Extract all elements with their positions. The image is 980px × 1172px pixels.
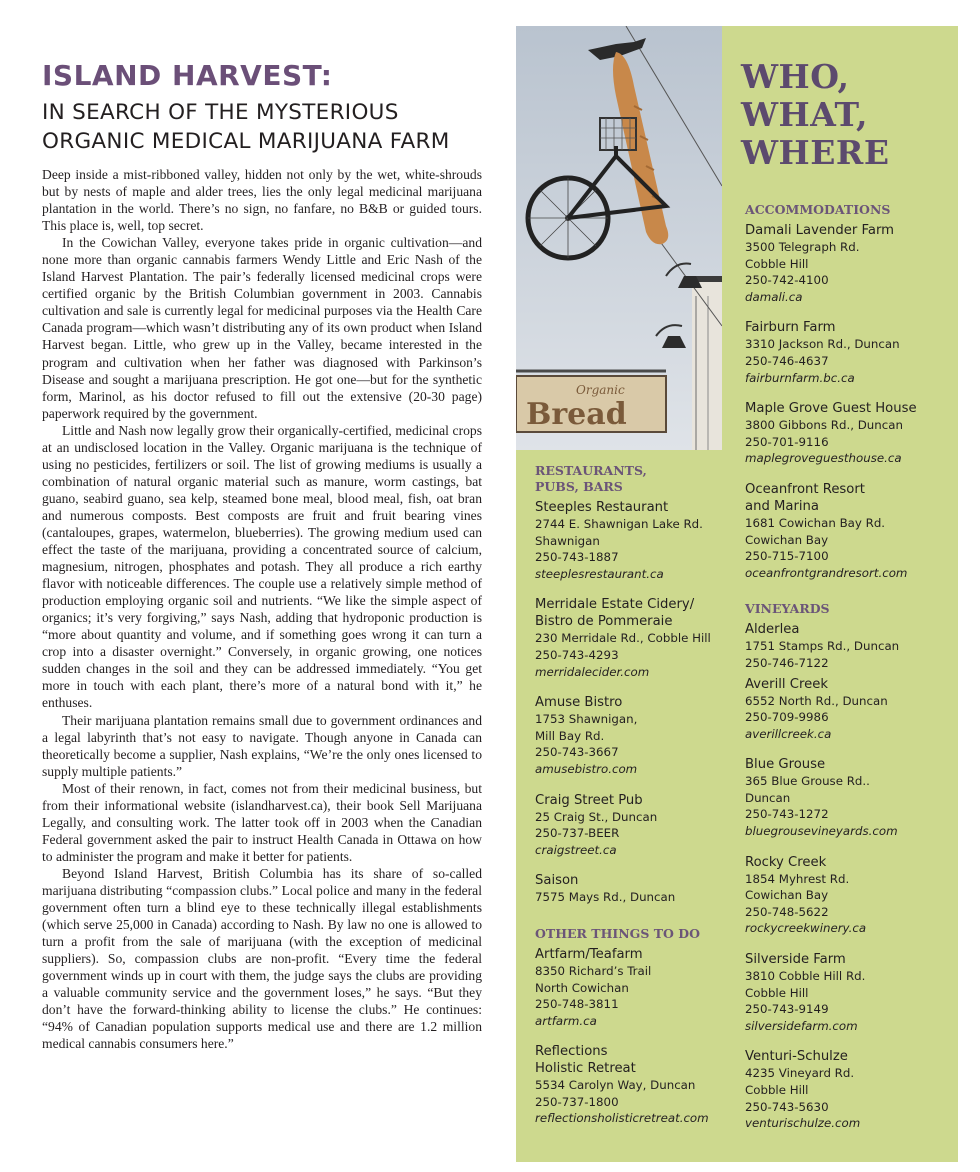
article-paragraph: Most of their renown, in fact, comes not from their medicinal business, but from their informational website (islandharvest.ca), their book Sell Marijuana Legally, and consulting work. The latter took off in 2003 when the Canadian Federal government asked the pair to instruct Health Canada in Ottawa on how to administer the program and make it better for patients. [42,780,482,864]
listing-line: 1681 Cowichan Bay Rd. [745,515,886,530]
listing-line: 250-743-1887 [535,550,619,565]
listing-line: 3800 Gibbons Rd., Duncan [745,418,903,433]
listing-url[interactable]: reflectionsholisticretreat.com [535,1111,709,1126]
listing [535,596,721,680]
listing-url[interactable]: merridalecider.com [535,664,650,679]
listing [745,951,955,1034]
listing-line: 250-743-5630 [745,1099,829,1114]
listing-line: 3810 Cobble Hill Rd. [745,969,866,984]
listing [535,1043,721,1127]
listing-line: 250-743-9149 [745,1002,829,1017]
listing-url[interactable]: bluegrousevineyards.com [745,824,898,839]
listing-line: 230 Merridale Rd., Cobble Hill [535,631,711,646]
listing-line: 4235 Vineyard Rd. [745,1066,855,1081]
listing-name: Maple Grove Guest House [745,401,917,417]
bicycle-sign-illustration [516,26,722,450]
listing-url[interactable]: damali.ca [745,289,803,304]
listing [745,621,955,671]
listing-url[interactable]: amusebistro.com [535,761,638,776]
listing-name: Rocky Creek [745,854,827,870]
listing-name: Artfarm/Teafarm [535,946,643,962]
listing-name: Oceanfront Resort [745,481,865,497]
article [42,58,482,1052]
listing-line: 3310 Jackson Rd., Duncan [745,337,900,352]
listing-line: 250-737-1800 [535,1094,619,1109]
sidebar-right-column [745,202,955,1146]
listing-line: 250-737-BEER [535,826,620,841]
listing [535,792,721,859]
listing-line: North Cowichan [535,980,629,995]
listing-line: 250-709-9986 [745,710,829,725]
listing [745,400,955,467]
listing-line: Cobble Hill [745,256,809,271]
listing-url[interactable]: artfarm.ca [535,1013,597,1028]
listing-name: Averill Creek [745,676,828,692]
section-heading-restaurants [535,463,721,495]
listing-line: 3500 Telegraph Rd. [745,240,860,254]
listing [535,872,721,906]
heading-line: WHERE [741,133,890,172]
listing [535,694,721,777]
listing-name: Damali Lavender Farm [745,223,894,238]
listing-url[interactable]: steeplesrestaurant.ca [535,566,664,581]
listing-line: Cobble Hill [745,1083,809,1097]
listing-name: and Marina [745,498,819,514]
listing [745,854,955,937]
listing-url[interactable]: craigstreet.ca [535,842,617,857]
listing-line: 8350 Richard’s Trail [535,963,652,978]
listing-line: 1751 Stamps Rd., Duncan [745,639,900,654]
sidebar-panel [516,26,958,1162]
listing-name: Holistic Retreat [535,1061,636,1077]
listing [745,319,955,386]
listing-name: Saison [535,873,579,889]
listing-name: Blue Grouse [745,757,826,773]
section-heading-accommodations: ACCOMMODATIONS [745,202,891,217]
article-paragraph: Their marijuana plantation remains small due to government ordinances and a legal labyrinth that’s not easy to navigate. Though anyone in Canada can theoretically become a supplier, Nash explains, “We’re the only ones licensed to supply multiple patients.” [42,712,482,779]
article-paragraph: Beyond Island Harvest, British Columbia has its share of so-called marijuana distributing “compassion clubs.” Local police and many in the federal government often turn a blind eye to these technically illegal establishments (which serve 25,000 in Canada) according to Nash. By law no one is allowed to turn a profit from the sale of marijuana (with the exception of medicinal suppliers). So, compassion clubs are non-profit. “Every time the federal government winds up in court with them, the judge says the clubs are providing a valuable community service and the government loses,” he says. “But they don’t have the forward-thinking ability to license the clubs.” He continues: “94% of Canadian population supports medical use and there are 1.2 million medical cannabis consumers here.” [42,865,482,1052]
listing-name: Venturi-Schulze [745,1049,848,1065]
listing-line: 7575 Mays Rd., Duncan [535,890,676,905]
listing-line: Cowichan Bay [745,532,829,547]
listing-url[interactable]: maplegroveguesthouse.ca [745,451,902,466]
listing-line: 25 Craig St., Duncan [535,809,658,824]
subtitle-line: IN SEARCH OF THE MYSTERIOUS [42,100,399,125]
listing-line: 1753 Shawnigan, [535,712,638,727]
listing-name: Bistro de Pommeraie [535,614,673,630]
listing-line: 250-743-1272 [745,807,829,822]
listing-line: 250-701-9116 [745,434,829,449]
listing-name: Fairburn Farm [745,320,836,336]
listing-line: 250-748-3811 [535,997,619,1012]
listing [745,481,955,581]
who-what-where-heading [741,58,951,172]
listing [535,499,721,582]
listing-line: 1854 Myhrest Rd. [745,871,850,886]
bicycle-sign-photo [516,26,722,450]
listing [745,756,955,839]
sidebar-left-column [535,463,721,1141]
listing-name: Merridale Estate Cidery/ [535,597,695,613]
heading-line: WHAT, [741,95,868,134]
listing-line: Duncan [745,790,791,805]
listing-line: 250-746-7122 [745,655,829,670]
listing [535,946,721,1029]
listing-url[interactable]: rockycreekwinery.ca [745,921,867,936]
section-heading-vineyards: VINEYARDS [745,601,830,617]
listing-line: 250-743-3667 [535,745,619,760]
listing-line: Cowichan Bay [745,888,829,903]
listing [745,222,955,305]
listing-line: 5534 Carolyn Way, Duncan [535,1078,696,1093]
listing-line: 6552 North Rd., Duncan [745,693,888,708]
listing-name: Steeples Restaurant [535,500,669,515]
section-heading-other: OTHER THINGS TO DO [535,925,700,941]
listing-url[interactable]: venturischulze.com [745,1116,861,1131]
listing-name: Amuse Bistro [535,695,623,711]
listing [745,676,955,743]
article-paragraph: In the Cowichan Valley, everyone takes pride in organic cultivation—and none more than organic cannabis farmers Wendy Little and Eric Nash of the Island Harvest Plantation. The pair’s federally licensed medicinal crops were certified organic by the British Columbian government in 2003. Cannabis cultivation and sale is currently legal for medicinal purposes via the Health Care Canada program—which wasn’t distributing any of its own product when Island Harvest began. Little, who grew up in the Valley, became interested in the program and cultivation when her father was diagnosed with Parkinson’s Disease and sought a marijuana prescription. He got one—but for the synthetic form, Marinol, as his doctor refused to fill out the extensive (20-30 page) paperwork required by the government. [42,235,482,421]
section-heading-line: RESTAURANTS, [535,463,647,478]
listing-line: 250-748-5622 [745,904,829,919]
listing-line: 250-743-4293 [535,647,619,662]
article-paragraph: Little and Nash now legally grow their organically-certified, medicinal crops at an undisclosed location in the Valley. Organic marijuana is the technique of using no pesticides, fertilizers or soil. The list of growing mediums is usually a combination of natural organic material such as manure, worm castings, bat guano, seabird guano, sea kelp, steamed bone meal, blood meal, fish, oat bran and numerous composts. Best composts are fruit and fruit bearing vines (cantaloupes, grapes, watermelon, blueberries). The growing medium used can effect the taste of the marijuana, providing a concentrated source of calcium, magnesium, nitrogen, phosphates and potash. They all produce a rich earthy flavor with noticeable differences. The couple use a relatively simple method of production employing organic soil and nutrients. “We like the simple aspect of organics; it’s very forgiving,” says Nash, adding that hydroponic production is “more about quantity and volume, and if something goes wrong it can turn a crop into a disaster overnight.” Conversely, in organic growing, one notices sudden changes in the soil and they can be addressed immediately. “You get more in touch with each plant, there’s more of a natural bond with it,” he enthuses. [42,422,482,711]
article-title: ISLAND HARVEST: [42,59,333,92]
article-subtitle [42,98,482,156]
listing-line: Shawnigan [535,533,600,548]
listing [745,1048,955,1131]
sign-text-bread: Bread [526,397,627,432]
article-paragraph: Deep inside a mist-ribboned valley, hidden not only by the wet, white-shrouds but by nests of maple and alder trees, lies the only legal medicinal marijuana plantation in the world. There’s no sign, no fanfare, no B&B or guided tours. This place is, well, top secret. [42,167,482,234]
listing-line: 365 Blue Grouse Rd.. [745,774,870,789]
subtitle-line: ORGANIC MEDICAL MARIJUANA FARM [42,129,450,154]
listing-line: 250-746-4637 [745,353,829,368]
listing-url[interactable]: averillcreek.ca [745,726,832,741]
listing-line: Mill Bay Rd. [535,728,605,743]
listing-line: 250-715-7100 [745,549,829,564]
sign-text-organic: Organic [576,383,625,397]
listing-line: 2744 E. Shawnigan Lake Rd. [535,517,703,531]
listing-url[interactable]: silversidefarm.com [745,1018,858,1033]
section-heading-line: PUBS, BARS [535,479,623,494]
listing-url[interactable]: fairburnfarm.bc.ca [745,370,855,385]
listing-line: 250-742-4100 [745,273,829,288]
listing-line: Cobble Hill [745,985,809,1000]
listing-name: Alderlea [745,622,800,638]
listing-name: Silverside Farm [745,952,846,968]
heading-line: WHO, [741,57,850,96]
listing-name: Reflections [535,1044,608,1060]
listing-name: Craig Street Pub [535,792,643,808]
listing-url[interactable]: oceanfrontgrandresort.com [745,565,908,580]
